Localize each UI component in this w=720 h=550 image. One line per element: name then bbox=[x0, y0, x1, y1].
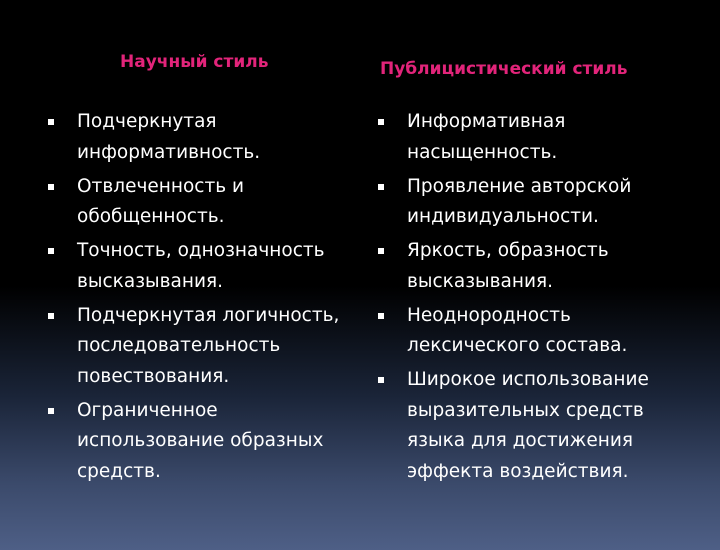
list-item: Широкое использование выразительных средств языка для достижения эффекта воздействия. bbox=[375, 365, 675, 487]
scientific-style-list bbox=[45, 107, 345, 491]
publicistic-style-heading: Публицистический стиль bbox=[380, 59, 628, 79]
list-item: Подчеркнутая логичность, последовательность повествования. bbox=[45, 301, 345, 393]
list-item: Ограниченное использование образных средств. bbox=[45, 396, 345, 488]
list-item: Информативная насыщенность. bbox=[375, 107, 675, 168]
list-item: Отвлеченность и обобщенность. bbox=[45, 172, 345, 233]
scientific-style-heading: Научный стиль bbox=[120, 52, 269, 72]
list-item: Подчеркнутая информативность. bbox=[45, 107, 345, 168]
list-item: Точность, однозначность высказывания. bbox=[45, 236, 345, 297]
list-item: Яркость, образность высказывания. bbox=[375, 236, 675, 297]
list-item: Проявление авторской индивидуальности. bbox=[375, 172, 675, 233]
publicistic-style-list bbox=[375, 107, 675, 491]
list-item: Неоднородность лексического состава. bbox=[375, 301, 675, 362]
